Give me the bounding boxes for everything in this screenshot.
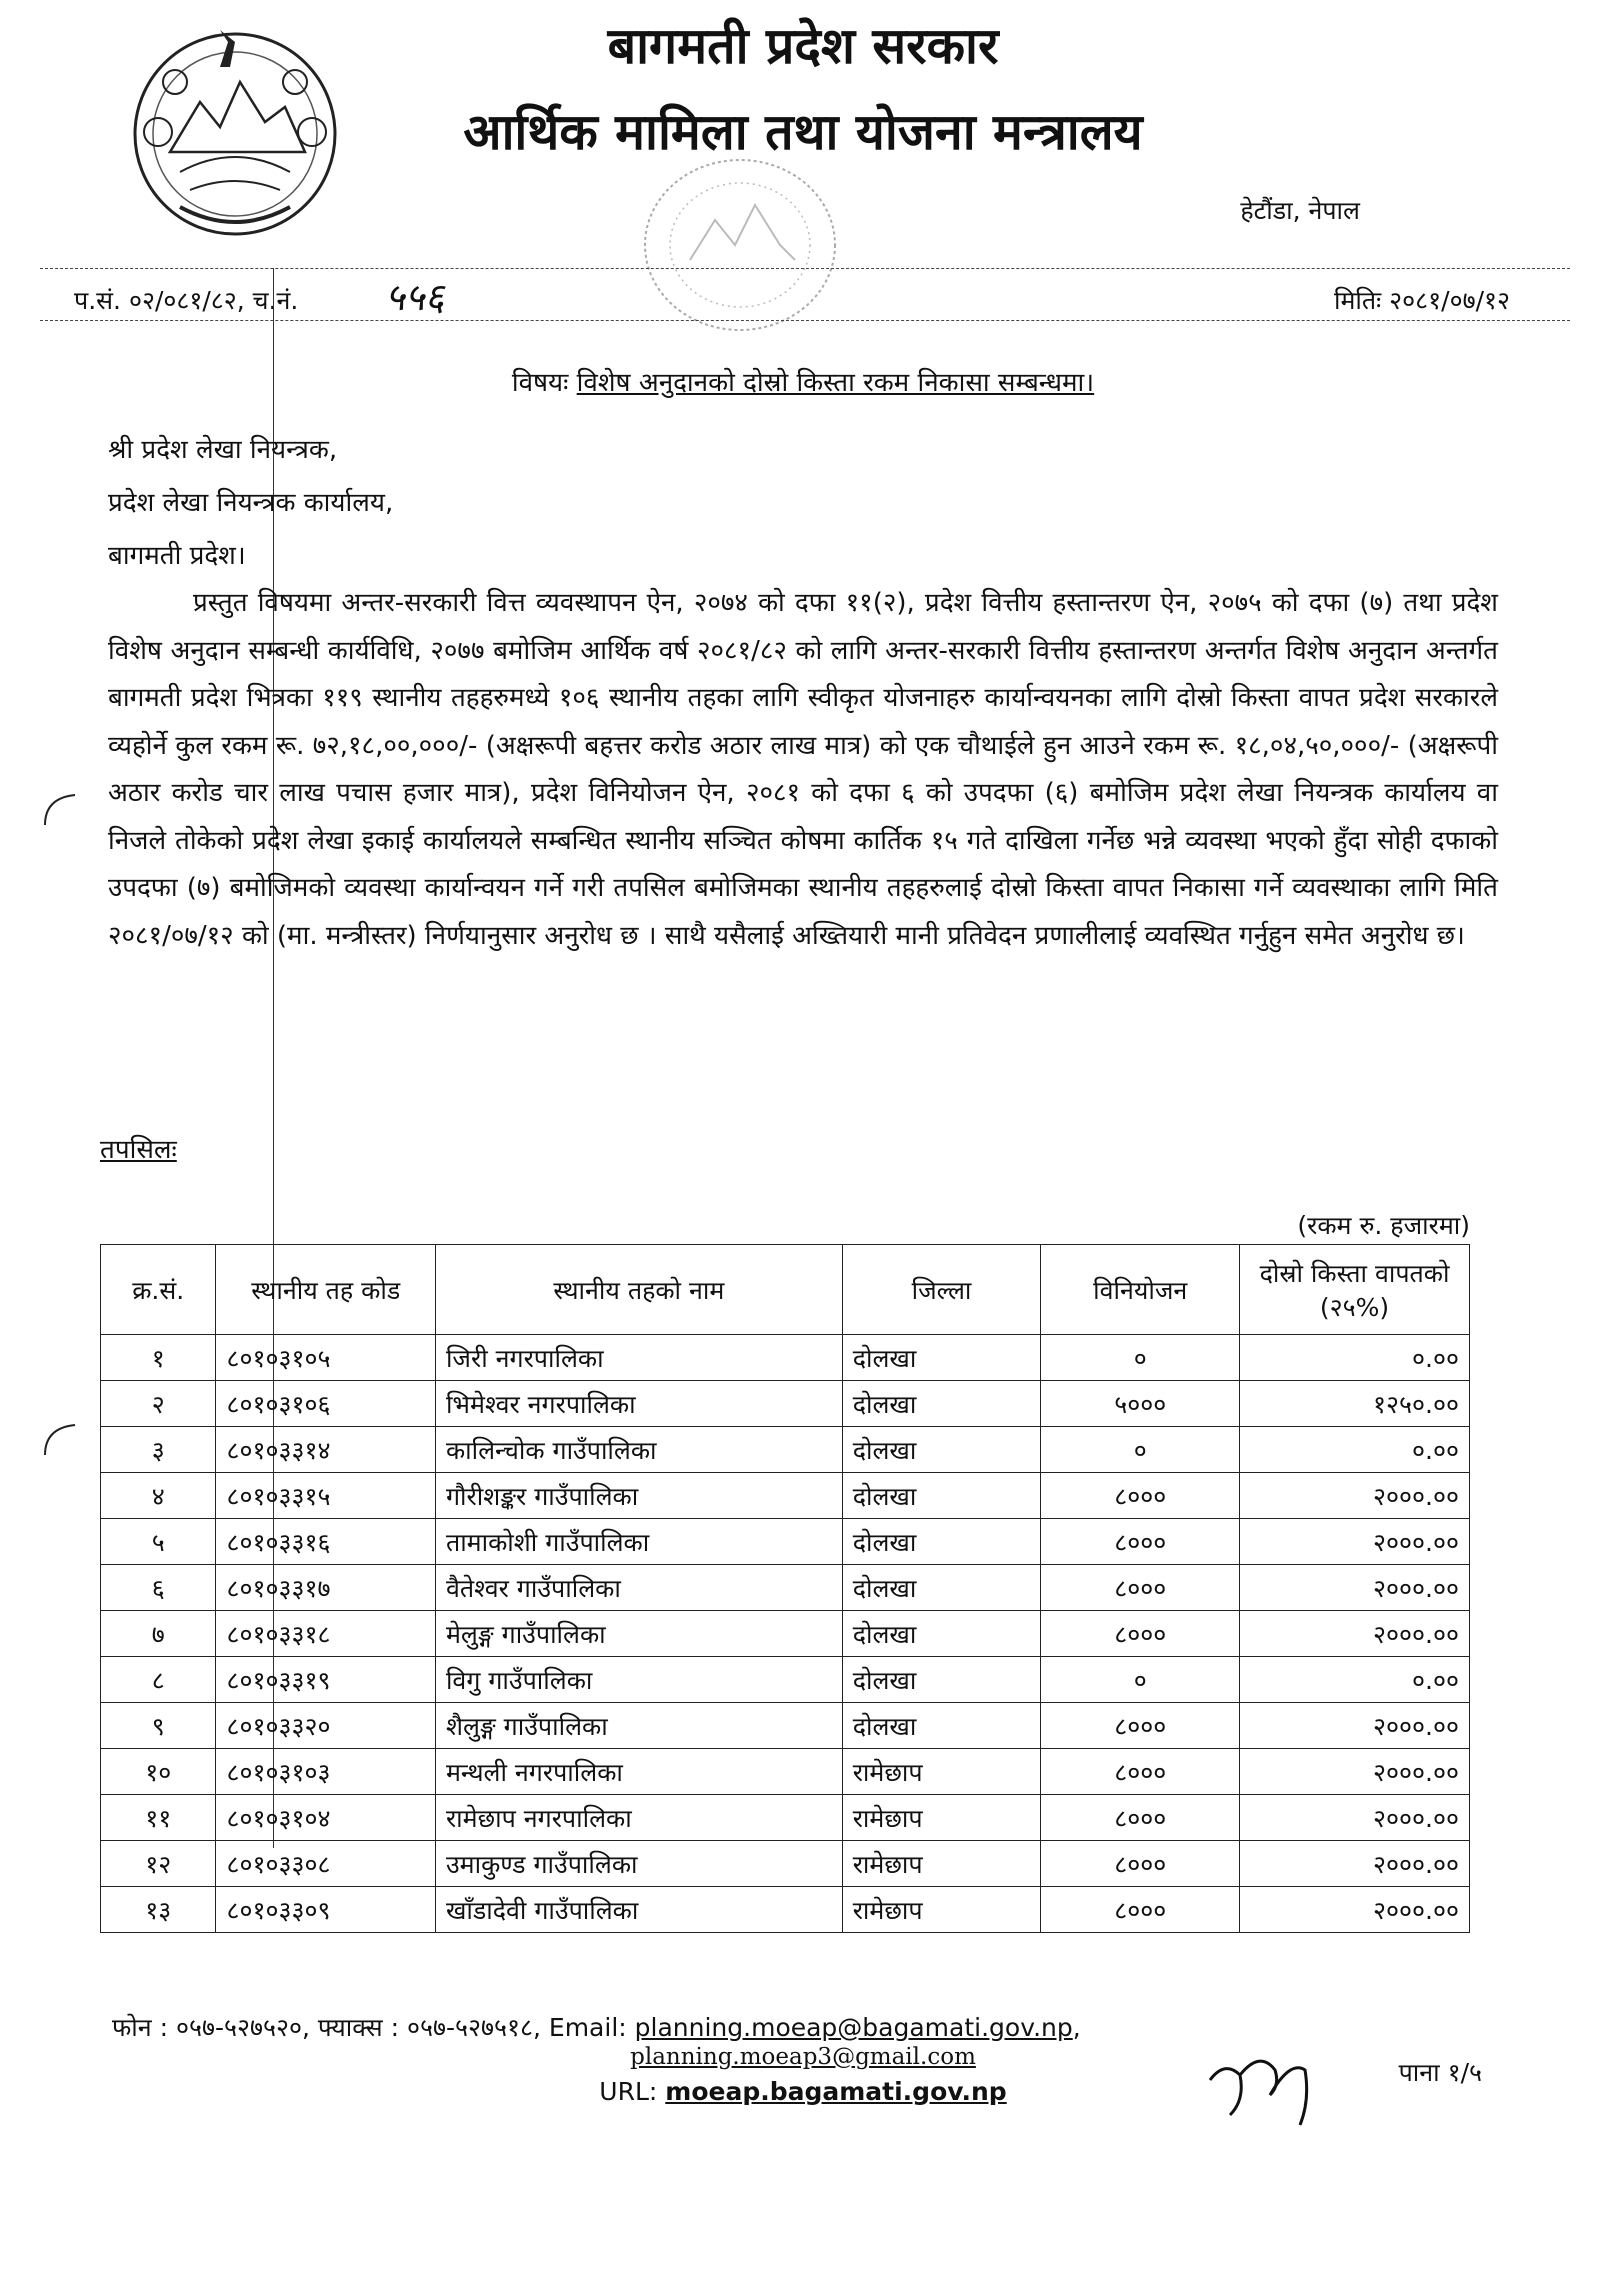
- cell-code: ८०१०३३१६: [216, 1519, 435, 1565]
- cell-allocation: ०: [1041, 1427, 1240, 1473]
- table-row: [101, 1519, 1470, 1565]
- cell-serial: ३: [101, 1427, 216, 1473]
- col-header-second-installment: दोस्रो किस्ता वापतको (२५%): [1240, 1245, 1470, 1335]
- cell-allocation: ८०००: [1041, 1841, 1240, 1887]
- cell-serial: १२: [101, 1841, 216, 1887]
- cell-code: ८०१०३३०९: [216, 1887, 435, 1933]
- cell-serial: १३: [101, 1887, 216, 1933]
- cell-name: शैलुङ्ग गाउँपालिका: [435, 1703, 842, 1749]
- addressee-line-2: प्रदेश लेखा नियन्त्रक कार्यालय,: [108, 488, 394, 518]
- handwritten-dispatch-number: ५५६: [385, 275, 445, 319]
- tapsil-label: तपसिलः: [100, 1135, 177, 1165]
- table-header-row: [101, 1245, 1470, 1335]
- cell-serial: ९: [101, 1703, 216, 1749]
- col-header-district: जिल्ला: [842, 1245, 1041, 1335]
- subject-text: विशेष अनुदानको दोस्रो किस्ता रकम निकासा सम्बन्धमा।: [576, 368, 1095, 398]
- handwritten-signature: [1200, 2040, 1340, 2130]
- margin-punch-mark-lower: [40, 1420, 80, 1460]
- cell-installment: ०.००: [1240, 1335, 1470, 1381]
- cell-district: रामेछाप: [842, 1887, 1041, 1933]
- reference-number: प.सं. ०२/०८१/८२, च.नं.: [74, 286, 299, 315]
- cell-serial: ११: [101, 1795, 216, 1841]
- cell-allocation: ८०००: [1041, 1473, 1240, 1519]
- cell-district: दोलखा: [842, 1381, 1041, 1427]
- office-seal-stamp: [630, 150, 850, 340]
- cell-serial: ५: [101, 1519, 216, 1565]
- footer-url-label: URL:: [599, 2077, 658, 2106]
- addressee-line-1: श्री प्रदेश लेखा नियन्त्रक,: [108, 435, 338, 465]
- cell-installment: २०००.००: [1240, 1519, 1470, 1565]
- cell-serial: १०: [101, 1749, 216, 1795]
- subject-line: [0, 363, 1606, 399]
- ministry-title: आर्थिक मामिला तथा योजना मन्त्रालय: [463, 103, 1143, 161]
- cell-serial: ७: [101, 1611, 216, 1657]
- page-number: पाना १/५: [1398, 2058, 1482, 2087]
- table-row: [101, 1427, 1470, 1473]
- cell-district: रामेछाप: [842, 1749, 1041, 1795]
- col-header-serial: क्र.सं.: [101, 1245, 216, 1335]
- footer-url-link[interactable]: moeap.bagamati.gov.np: [665, 2077, 1007, 2106]
- cell-name: तामाकोशी गाउँपालिका: [435, 1519, 842, 1565]
- cell-installment: २०००.००: [1240, 1841, 1470, 1887]
- cell-installment: २०००.००: [1240, 1565, 1470, 1611]
- footer-email-link-1[interactable]: planning.moeap@bagamati.gov.np: [634, 2013, 1073, 2042]
- addressee-line-3: बागमती प्रदेश।: [108, 541, 246, 571]
- cell-installment: २०००.००: [1240, 1703, 1470, 1749]
- place-label: हेटौंडा, नेपाल: [1240, 196, 1360, 225]
- table-row: [101, 1887, 1470, 1933]
- letter-date: मितिः २०८१/०७/१२: [1334, 286, 1510, 315]
- allocation-table: [100, 1244, 1470, 1933]
- cell-name: उमाकुण्ड गाउँपालिका: [435, 1841, 842, 1887]
- col-header-name: स्थानीय तहको नाम: [435, 1245, 842, 1335]
- cell-installment: २०००.००: [1240, 1749, 1470, 1795]
- table-row: [101, 1703, 1470, 1749]
- cell-allocation: ८०००: [1041, 1519, 1240, 1565]
- cell-name: कालिन्चोक गाउँपालिका: [435, 1427, 842, 1473]
- cell-installment: २०००.००: [1240, 1887, 1470, 1933]
- table-row: [101, 1841, 1470, 1887]
- cell-allocation: ८०००: [1041, 1795, 1240, 1841]
- cell-allocation: ८०००: [1041, 1611, 1240, 1657]
- cell-serial: २: [101, 1381, 216, 1427]
- cell-district: दोलखा: [842, 1473, 1041, 1519]
- header-divider-bottom: [40, 320, 1570, 321]
- table-row: [101, 1565, 1470, 1611]
- cell-allocation: ०: [1041, 1657, 1240, 1703]
- cell-code: ८०१०३३१४: [216, 1427, 435, 1473]
- cell-allocation: ८०००: [1041, 1749, 1240, 1795]
- cell-name: वैतेश्वर गाउँपालिका: [435, 1565, 842, 1611]
- footer-email-label: Email:: [548, 2013, 627, 2042]
- unit-note: (रकम रु. हजारमा): [1297, 1211, 1470, 1240]
- subject-prefix: विषयः: [511, 368, 569, 398]
- col-header-allocation: विनियोजन: [1041, 1245, 1240, 1335]
- table-row: [101, 1657, 1470, 1703]
- cell-code: ८०१०३३२०: [216, 1703, 435, 1749]
- cell-district: दोलखा: [842, 1427, 1041, 1473]
- table-row: [101, 1335, 1470, 1381]
- cell-name: खाँडादेवी गाउँपालिका: [435, 1887, 842, 1933]
- cell-district: दोलखा: [842, 1335, 1041, 1381]
- cell-serial: ४: [101, 1473, 216, 1519]
- cell-district: रामेछाप: [842, 1795, 1041, 1841]
- cell-code: ८०१०३३१८: [216, 1611, 435, 1657]
- cell-allocation: ८०००: [1041, 1703, 1240, 1749]
- cell-serial: १: [101, 1335, 216, 1381]
- col-header-code: स्थानीय तह कोड: [216, 1245, 435, 1335]
- table-row: [101, 1611, 1470, 1657]
- cell-district: दोलखा: [842, 1519, 1041, 1565]
- cell-code: ८०१०३३१५: [216, 1473, 435, 1519]
- cell-name: गौरीशङ्कर गाउँपालिका: [435, 1473, 842, 1519]
- margin-punch-mark-upper: [40, 790, 80, 830]
- cell-code: ८०१०३१०४: [216, 1795, 435, 1841]
- cell-installment: ०.००: [1240, 1427, 1470, 1473]
- cell-serial: ६: [101, 1565, 216, 1611]
- cell-installment: ०.००: [1240, 1657, 1470, 1703]
- footer-email-line-2: [0, 2044, 1606, 2070]
- cell-installment: २०००.००: [1240, 1473, 1470, 1519]
- cell-code: ८०१०३३१९: [216, 1657, 435, 1703]
- table-body: [101, 1335, 1470, 1933]
- cell-code: ८०१०३३१७: [216, 1565, 435, 1611]
- cell-name: रामेछाप नगरपालिका: [435, 1795, 842, 1841]
- cell-code: ८०१०३१०६: [216, 1381, 435, 1427]
- header-divider-top: [40, 268, 1570, 269]
- cell-allocation: ८०००: [1041, 1887, 1240, 1933]
- cell-allocation: ५०००: [1041, 1381, 1240, 1427]
- cell-name: मन्थली नगरपालिका: [435, 1749, 842, 1795]
- cell-name: मेलुङ्ग गाउँपालिका: [435, 1611, 842, 1657]
- table-row: [101, 1381, 1470, 1427]
- cell-installment: १२५०.००: [1240, 1381, 1470, 1427]
- body-paragraph: प्रस्तुत विषयमा अन्तर-सरकारी वित्त व्यवस्थापन ऐन, २०७४ को दफा ११(२), प्रदेश वित्तीय हस्तान्तरण ऐन, २०७५ को दफा (७) तथा प्रदेश विशेष अनुदान सम्बन्धी कार्यविधि, २०७७ बमोजिम आर्थिक वर्ष २०८१/८२ को लागि अन्तर-सरकारी वित्तीय हस्तान्तरण अन्तर्गत विशेष अनुदान अन्तर्गत बागमती प्रदेश भित्रका ११९ स्थानीय तहहरुमध्ये १०६ स्थानीय तहका लागि स्वीकृत योजनाहरु कार्यान्वयनका लागि दोस्रो किस्ता वापत प्रदेश सरकारले व्यहोर्ने कुल रकम रू. ७२,१८,००,०००/- (अक्षरूपी बहत्तर करोड अठार लाख मात्र) को एक चौथाईले हुन आउने रकम रू. १८,०४,५०,०००/- (अक्षरूपी अठार करोड चार लाख पचास हजार मात्र), प्रदेश विनियोजन ऐन, २०८१ को दफा ६ को उपदफा (६) बमोजिम प्रदेश लेखा नियन्त्रक कार्यालय वा निजले तोकेको प्रदेश लेखा इकाई कार्यालयले सम्बन्धित स्थानीय सञ्चित कोषमा कार्तिक १५ गते दाखिला गर्नेछ भन्ने व्यवस्था भएको हुँदा सोही दफाको उपदफा (७) बमोजिमको व्यवस्था कार्यान्वयन गर्ने गरी तपसिल बमोजिमका स्थानीय तहहरुलाई दोस्रो किस्ता वापत निकासा गर्ने व्यवस्थाका लागि मिति २०८१/०७/१२ को (मा. मन्त्रीस्तर) निर्णयानुसार अनुरोध छ । साथै यसैलाई अख्तियारी मानी प्रतिवेदन प्रणालीलाई व्यवस्थित गर्नुहुन समेत अनुरोध छ।: [108, 588, 1498, 951]
- cell-installment: २०००.००: [1240, 1795, 1470, 1841]
- footer-email-suffix: ,: [1072, 2013, 1081, 2042]
- cell-allocation: ०: [1041, 1335, 1240, 1381]
- cell-serial: ८: [101, 1657, 216, 1703]
- cell-code: ८०१०३१०५: [216, 1335, 435, 1381]
- cell-district: दोलखा: [842, 1611, 1041, 1657]
- footer-phone-fax: फोन : ०५७-५२७५२०, फ्याक्स : ०५७-५२७५१८,: [112, 2013, 541, 2042]
- cell-name: भिमेश्वर नगरपालिका: [435, 1381, 842, 1427]
- government-title: बागमती प्रदेश सरकार: [607, 17, 999, 75]
- cell-district: दोलखा: [842, 1703, 1041, 1749]
- footer-url-line: [0, 2077, 1606, 2106]
- cell-code: ८०१०३३०८: [216, 1841, 435, 1887]
- table-row: [101, 1473, 1470, 1519]
- footer-email-link-2[interactable]: planning.moeap3@gmail.com: [630, 2044, 976, 2070]
- cell-installment: २०००.००: [1240, 1611, 1470, 1657]
- cell-name: विगु गाउँपालिका: [435, 1657, 842, 1703]
- cell-district: रामेछाप: [842, 1841, 1041, 1887]
- cell-code: ८०१०३१०३: [216, 1749, 435, 1795]
- table-row: [101, 1795, 1470, 1841]
- footer-contact-line: [112, 2010, 1081, 2044]
- cell-district: दोलखा: [842, 1657, 1041, 1703]
- cell-name: जिरी नगरपालिका: [435, 1335, 842, 1381]
- cell-allocation: ८०००: [1041, 1565, 1240, 1611]
- cell-district: दोलखा: [842, 1565, 1041, 1611]
- table-row: [101, 1749, 1470, 1795]
